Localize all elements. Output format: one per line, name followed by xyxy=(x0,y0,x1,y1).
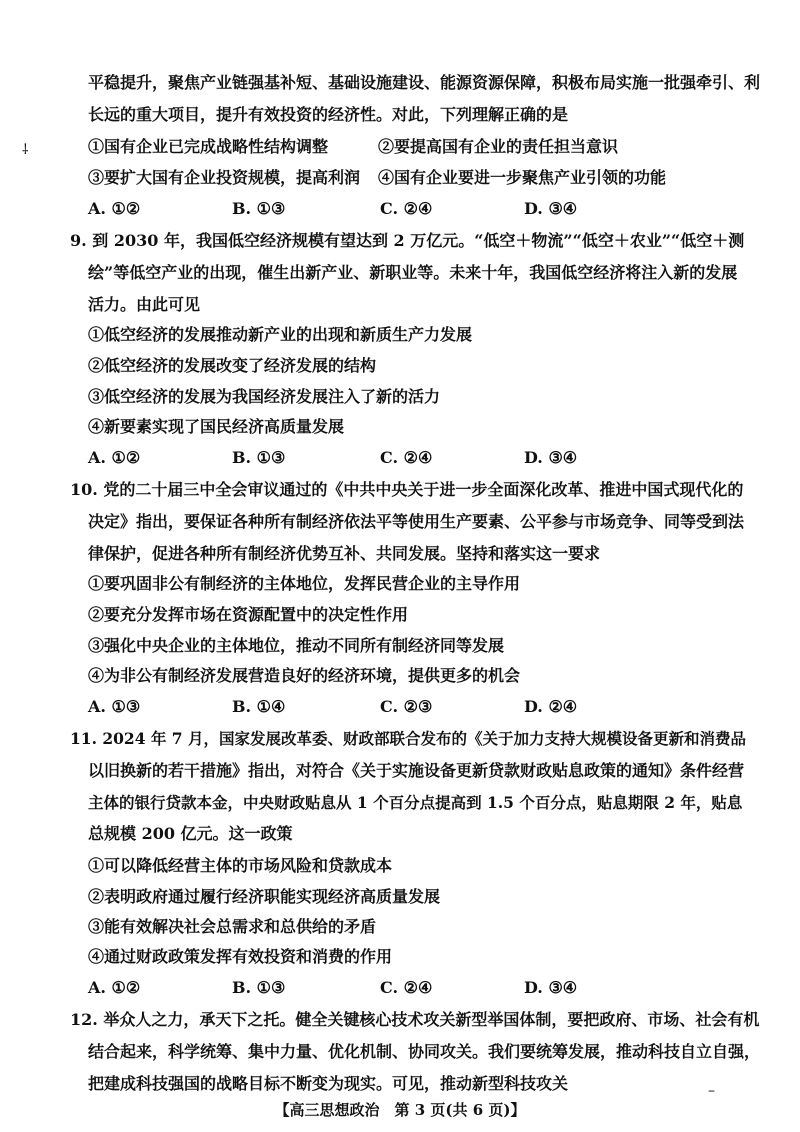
margin-mark: ⸸ xyxy=(22,142,29,158)
q11-option-c: C. ②④ xyxy=(380,978,433,997)
q11-option-a: A. ①② xyxy=(88,978,141,997)
q11-item-2: ②表明政府通过履行经济职能实现经济高质量发展 xyxy=(88,887,441,906)
q9-option-d: D. ③④ xyxy=(524,448,578,467)
q11-stem-line-3: 主体的银行贷款本金，中央财政贴息从 1 个百分点提高到 1.5 个百分点，贴息期限 2 年，贴息 xyxy=(88,793,743,812)
corner-dash: – xyxy=(708,1083,715,1099)
q8-item-4: ④国有企业要进一步聚焦产业引领的功能 xyxy=(378,168,667,187)
q9-stem-line-2: 绘”等低空产业的出现，催生出新产业、新职业等。未来十年，我国低空经济将注入新的发展 xyxy=(88,263,738,282)
q9-option-b: B. ①③ xyxy=(232,448,286,467)
q9-stem-line-3: 活力。由此可见 xyxy=(88,295,201,314)
q8-stem-line-2: 长远的重大项目，提升有效投资的经济性。对此，下列理解正确的是 xyxy=(88,105,569,124)
q10-option-a: A. ①③ xyxy=(88,697,141,716)
q10-option-b: B. ①④ xyxy=(232,697,286,716)
q9-stem-line-1: 9. 到 2030 年，我国低空经济规模有望达到 2 万亿元。“低空＋物流”“低空＋农业”“低空＋测 xyxy=(70,231,745,250)
q10-item-1: ①要巩固非公有制经济的主体地位，发挥民营企业的主导作用 xyxy=(88,574,521,593)
q10-stem-line-1: 10. 党的二十届三中全会审议通过的《中共中央关于进一步全面深化改革、推进中国式现代化的 xyxy=(70,480,744,499)
q11-option-d: D. ③④ xyxy=(524,978,578,997)
q12-stem-line-1: 12. 举众人之力，承天下之托。健全关键核心技术攻关新型举国体制，要把政府、市场、社会有机 xyxy=(70,1010,760,1029)
q9-item-2: ②低空经济的发展改变了经济发展的结构 xyxy=(88,356,377,375)
q12-stem-line-3: 把建成科技强国的战略目标不断变为现实。可见，推动新型科技攻关 xyxy=(88,1074,569,1093)
q11-option-b: B. ①③ xyxy=(232,978,286,997)
q12-stem-line-2: 结合起来，科学统筹、集中力量、优化机制、协同攻关。我们要统筹发展，推动科技自立自强， xyxy=(88,1042,761,1061)
q11-stem-line-2: 以旧换新的若干措施》指出，对符合《关于实施设备更新贷款财政贴息政策的通知》条件经营 xyxy=(88,761,745,780)
page-footer: 【高三思想政治 第 3 页(共 6 页)】 xyxy=(274,1101,526,1119)
q10-stem-line-2: 决定》指出，要保证各种所有制经济依法平等使用生产要素、公平参与市场竞争、同等受到法 xyxy=(88,512,745,531)
q10-option-c: C. ②③ xyxy=(380,697,433,716)
q11-item-3: ③能有效解决社会总需求和总供给的矛盾 xyxy=(88,917,377,936)
q11-stem-line-4: 总规模 200 亿元。这一政策 xyxy=(88,824,293,843)
q8-item-3: ③要扩大国有企业投资规模，提高利润 xyxy=(88,168,361,187)
q10-item-4: ④为非公有制经济发展营造良好的经济环境，提供更多的机会 xyxy=(88,666,521,685)
q11-item-4: ④通过财政政策发挥有效投资和消费的作用 xyxy=(88,947,393,966)
q11-item-1: ①可以降低经营主体的市场风险和贷款成本 xyxy=(88,856,393,875)
q9-option-a: A. ①② xyxy=(88,448,141,467)
q9-item-4: ④新要素实现了国民经济高质量发展 xyxy=(88,417,345,436)
q8-option-a: A. ①② xyxy=(88,199,141,218)
q9-item-3: ③低空经济的发展为我国经济发展注入了新的活力 xyxy=(88,387,441,406)
q10-item-3: ③强化中央企业的主体地位，推动不同所有制经济同等发展 xyxy=(88,636,505,655)
q8-option-c: C. ②④ xyxy=(380,199,433,218)
q8-option-b: B. ①③ xyxy=(232,199,286,218)
q10-option-d: D. ②④ xyxy=(524,697,578,716)
q8-option-d: D. ③④ xyxy=(524,199,578,218)
q9-item-1: ①低空经济的发展推动新产业的出现和新质生产力发展 xyxy=(88,325,473,344)
q10-item-2: ②要充分发挥市场在资源配置中的决定性作用 xyxy=(88,605,409,624)
q8-stem-line-1: 平稳提升，聚焦产业链强基补短、基础设施建设、能源资源保障，积极布局实施一批强牵引、利 xyxy=(88,73,761,92)
q11-stem-line-1: 11. 2024 年 7 月，国家发展改革委、财政部联合发布的《关于加力支持大规模设备更新和消费品 xyxy=(70,729,746,748)
q8-item-1: ①国有企业已完成战略性结构调整 xyxy=(88,137,329,156)
q8-item-2: ②要提高国有企业的责任担当意识 xyxy=(378,137,619,156)
q10-stem-line-3: 律保护，促进各种所有制经济优势互补、共同发展。坚持和落实这一要求 xyxy=(88,544,601,563)
q9-option-c: C. ②④ xyxy=(380,448,433,467)
